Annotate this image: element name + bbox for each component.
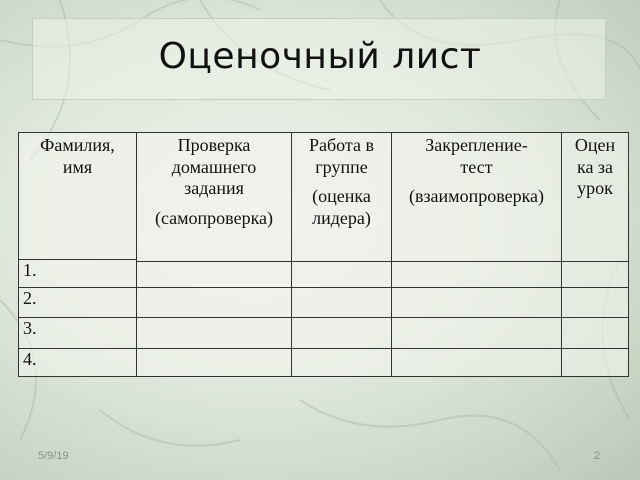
header-name: Фамилия, имя [19,133,137,260]
cell-grade-3 [562,318,629,349]
slide-title: Оценочный лист [158,36,482,77]
row-number-1: 1. [19,260,137,288]
cell-test-3 [392,318,562,349]
header-test: Закрепление- тест (взаимопроверка) [392,133,562,262]
row-number-4: 4. [19,349,137,377]
page-number: 2 [594,450,601,462]
cell-group-2 [292,288,392,318]
cell-grade-1 [562,262,629,288]
cell-test-1 [392,262,562,288]
row-number-3: 3. [19,318,137,349]
grade-table [18,132,629,377]
cell-homework-3 [137,318,292,349]
cell-grade-4 [562,349,629,377]
cell-group-4 [292,349,392,377]
cell-test-2 [392,288,562,318]
cell-group-3 [292,318,392,349]
row-number-2: 2. [19,288,137,318]
cell-grade-2 [562,288,629,318]
cell-homework-4 [137,349,292,377]
header-grade: Оцен ка за урок [562,133,629,262]
cell-group-1 [292,262,392,288]
footer-date: 5/9/19 [38,450,69,462]
header-group-work: Работа в группе (оценка лидера) [292,133,392,262]
cell-homework-1 [137,262,292,288]
cell-homework-2 [137,288,292,318]
cell-test-4 [392,349,562,377]
header-homework: Проверка домашнего задания (самопроверка) [137,133,292,262]
